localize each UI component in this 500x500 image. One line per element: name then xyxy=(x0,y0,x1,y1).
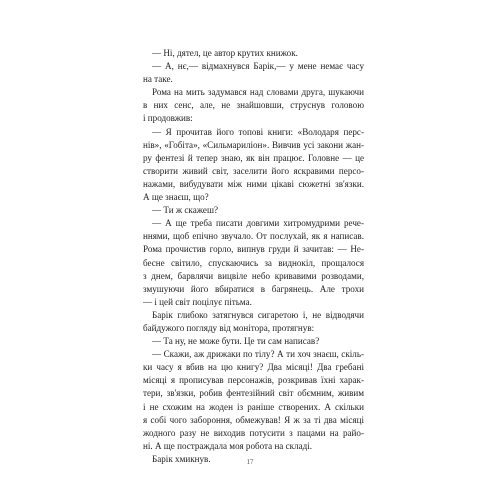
text-line: нажами, вибудувати між ними цікаві сюжетні зв'язки. xyxy=(143,178,364,189)
page-number: 17 xyxy=(246,458,254,466)
text-line: ру фентезі й тепер знаю, як він працює. Головне — це xyxy=(143,152,364,163)
text-line: в них сенс, але, не знайшовши, струснув головою xyxy=(143,100,364,111)
text-line: Барік глибоко затягнувся сигаретою і, не відводячи xyxy=(152,309,364,320)
text-line: — Ти ж скажеш? xyxy=(152,205,218,216)
text-line: і продовжив: xyxy=(143,113,193,124)
text-line: створити живий світ, заселити його яскравими персо- xyxy=(143,165,364,176)
text-line: Рома на мить задумався над словами друга, шукаючи xyxy=(152,87,364,98)
text-line: змушуючи його вбиратися в багрянець. Але трохи xyxy=(143,283,364,294)
text-line: місяці я прописував персонажів, розкривав їхні харак- xyxy=(143,375,364,386)
text-line: з днем, барвлячи вицвіле небо кривавими розводами, xyxy=(143,270,364,281)
body-text xyxy=(143,47,364,466)
text-line: ки часу я вбив на цю книгу? Два місяці! Два гребані xyxy=(143,362,364,373)
text-line: А ще знаєш, що? xyxy=(143,192,209,203)
text-line: я собі чого забороння, обмежував! Я ж за ті два місяці xyxy=(143,414,364,425)
text-line: — А, нє,— відмахнувся Барік,— у мене немає часу xyxy=(152,61,364,72)
text-line: — Скажи, аж дрижаки по тілу? А ти хоч знаєш, скіль- xyxy=(152,349,364,360)
text-line: — Ні, дятел, це автор крутих книжок. xyxy=(152,48,298,58)
text-line: ні. А ще постраждала моя робота на складі. xyxy=(143,440,313,451)
text-line: — і цей світ поцілує пітьма. xyxy=(143,296,252,307)
text-line: тери, зв'язки, робив фентезійний світ обємним, живим xyxy=(143,388,364,399)
text-line: Рома прочистив горло, випнув груди й зачитав: — Не- xyxy=(143,244,364,255)
text-line: жодного разу не виходив потусити з пацами на райо- xyxy=(143,427,364,438)
text-line: байдужого погляду від монітора, протягнув: xyxy=(143,322,315,333)
text-line: ннями, щоб епічно звучало. От послухай, як я написав. xyxy=(143,231,364,242)
text-line: — Та ну, не може бути. Це ти сам написав? xyxy=(152,336,320,347)
text-line: — Я прочитав його топові книги: «Володаря перс- xyxy=(152,126,364,137)
text-line: Барік хмикнув. xyxy=(152,453,211,464)
text-line: — А ще треба писати довгими хитромудрими рече- xyxy=(152,218,364,229)
text-line: і не схожим на жоден із раніше створених. А скільки xyxy=(143,401,364,412)
text-line: бесне світило, спускаючись за виднокіл, прощалося xyxy=(143,257,364,268)
text-line: на таке. xyxy=(143,74,173,85)
text-line: нів», «Гобіта», «Сильмариліон». Вивчив усі закони жан- xyxy=(143,139,364,150)
